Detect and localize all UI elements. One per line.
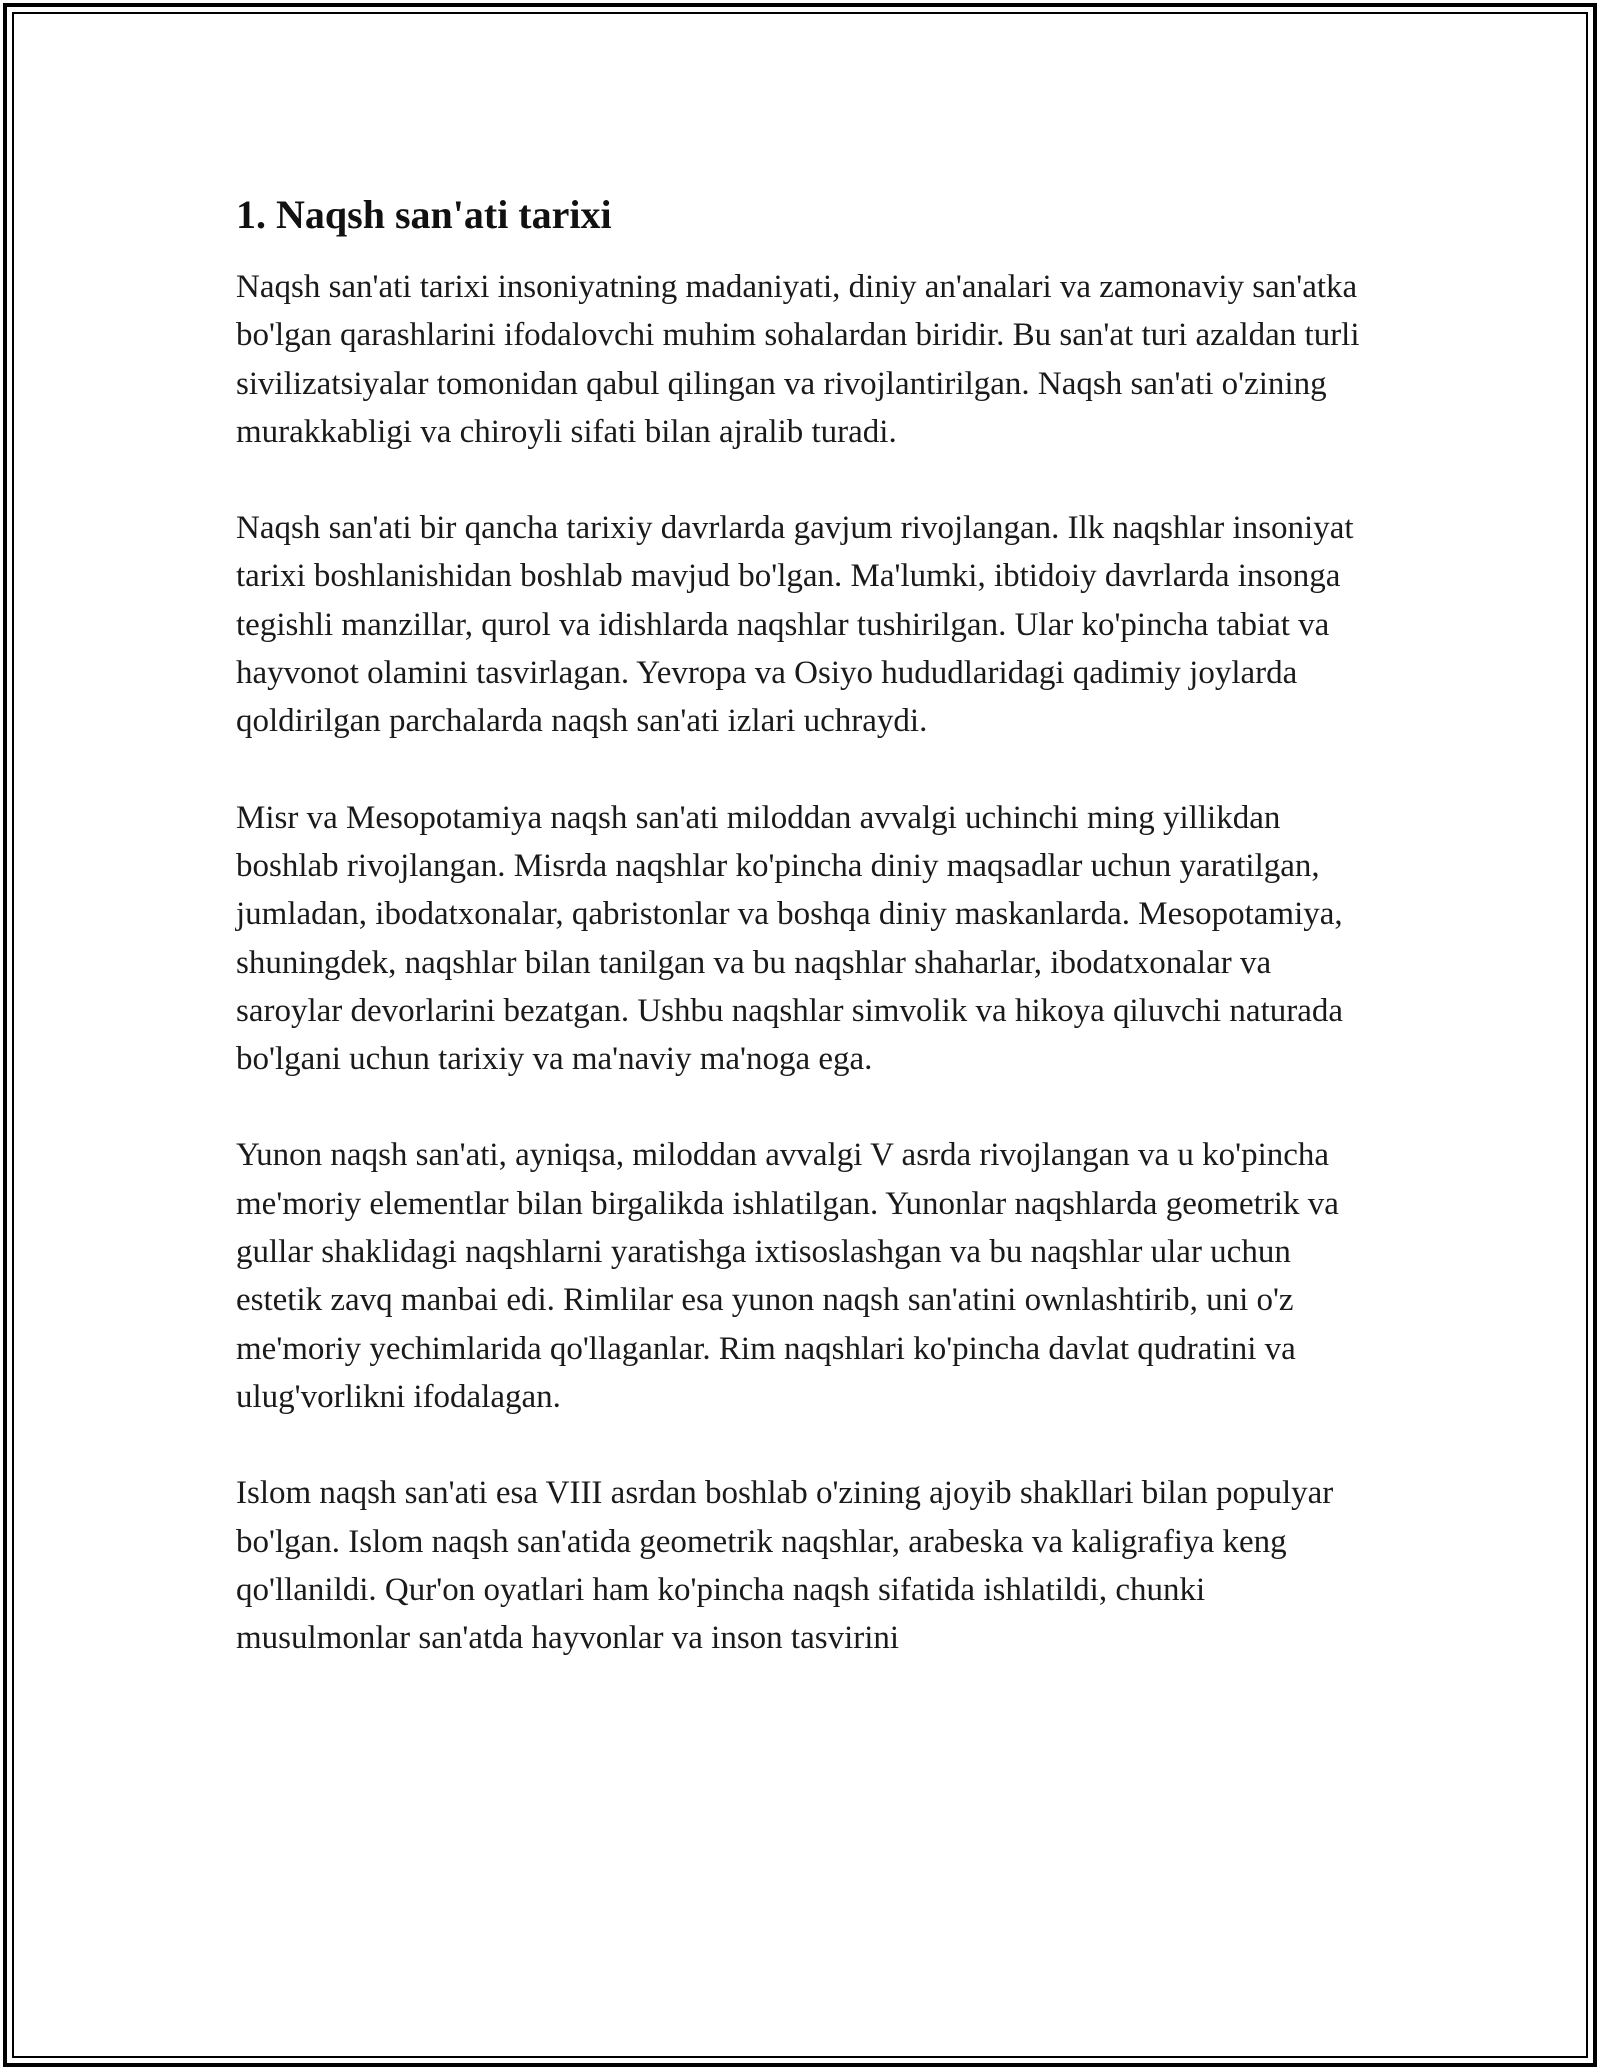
paragraph-4: Yunon naqsh san'ati, ayniqsa, miloddan avvalgi V asrda rivojlangan va u ko'pincha me'moriy elementlar bilan birgalikda ishlatilgan. Yunonlar naqshlarda geometrik va gullar shaklidagi naqshlarni yaratishga ixtisoslashgan va bu naqshlar ular uchun estetik zavq manbai edi. Rimlilar esa yunon naqsh san'atini ownlashtirib, uni o'z me'moriy yechimlarida qo'llaganlar. Rim naqshlari ko'pincha davlat qudratini va ulug'vorlikni ifodalagan.: [236, 1137, 1339, 1415]
paragraph-5: Islom naqsh san'ati esa VIII asrdan boshlab o'zining ajoyib shakllari bilan populyar bo'lgan. Islom naqsh san'atida geometrik naqshlar, arabeska va kaligrafiya keng qo'llanildi. Qur'on oyatlari ham ko'pincha naqsh sifatida ishlatildi, chunki musulmonlar san'atda hayvonlar va inson tasvirini: [236, 1475, 1334, 1657]
paragraph-2: Naqsh san'ati bir qancha tarixiy davrlarda gavjum rivojlangan. Ilk naqshlar insoniyat tarixi boshlanishidan boshlab mavjud bo'lgan. Ma'lumki, ibtidoiy davrlarda insonga tegishli manzillar, qurol va idishlarda naqshlar tushirilgan. Ular ko'pincha tabiat va hayvonot olamini tasvirlagan. Yevropa va Osiyo hududlaridagi qadimiy joylarda qoldirilgan parchalarda naqsh san'ati izlari uchraydi.: [236, 510, 1354, 740]
section-heading: 1. Naqsh san'ati tarixi: [236, 192, 612, 237]
document-body: [236, 190, 1376, 1662]
paragraph-3: Misr va Mesopotamiya naqsh san'ati miloddan avvalgi uchinchi ming yillikdan boshlab rivojlangan. Misrda naqshlar ko'pincha diniy maqsadlar uchun yaratilgan, jumladan, ibodatxonalar, qabristonlar va boshqa diniy maskanlarda. Mesopotamiya, shuningdek, naqshlar bilan tanilgan va bu naqshlar shaharlar, ibodatxonalar va saroylar devorlarini bezatgan. Ushbu naqshlar simvolik va hikoya qiluvchi naturada bo'lgani uchun tarixiy va ma'naviy ma'noga ega.: [236, 799, 1344, 1078]
paragraph-1: Naqsh san'ati tarixi insoniyatning madaniyati, diniy an'analari va zamonaviy san'atka bo'lgan qarashlarini ifodalovchi muhim sohalardan biridir. Bu san'at turi azaldan turli sivilizatsiyalar tomonidan qabul qilingan va rivojlantirilgan. Naqsh san'ati o'zining murakkabligi va chiroyli sifati bilan ajralib turadi.: [236, 269, 1360, 450]
